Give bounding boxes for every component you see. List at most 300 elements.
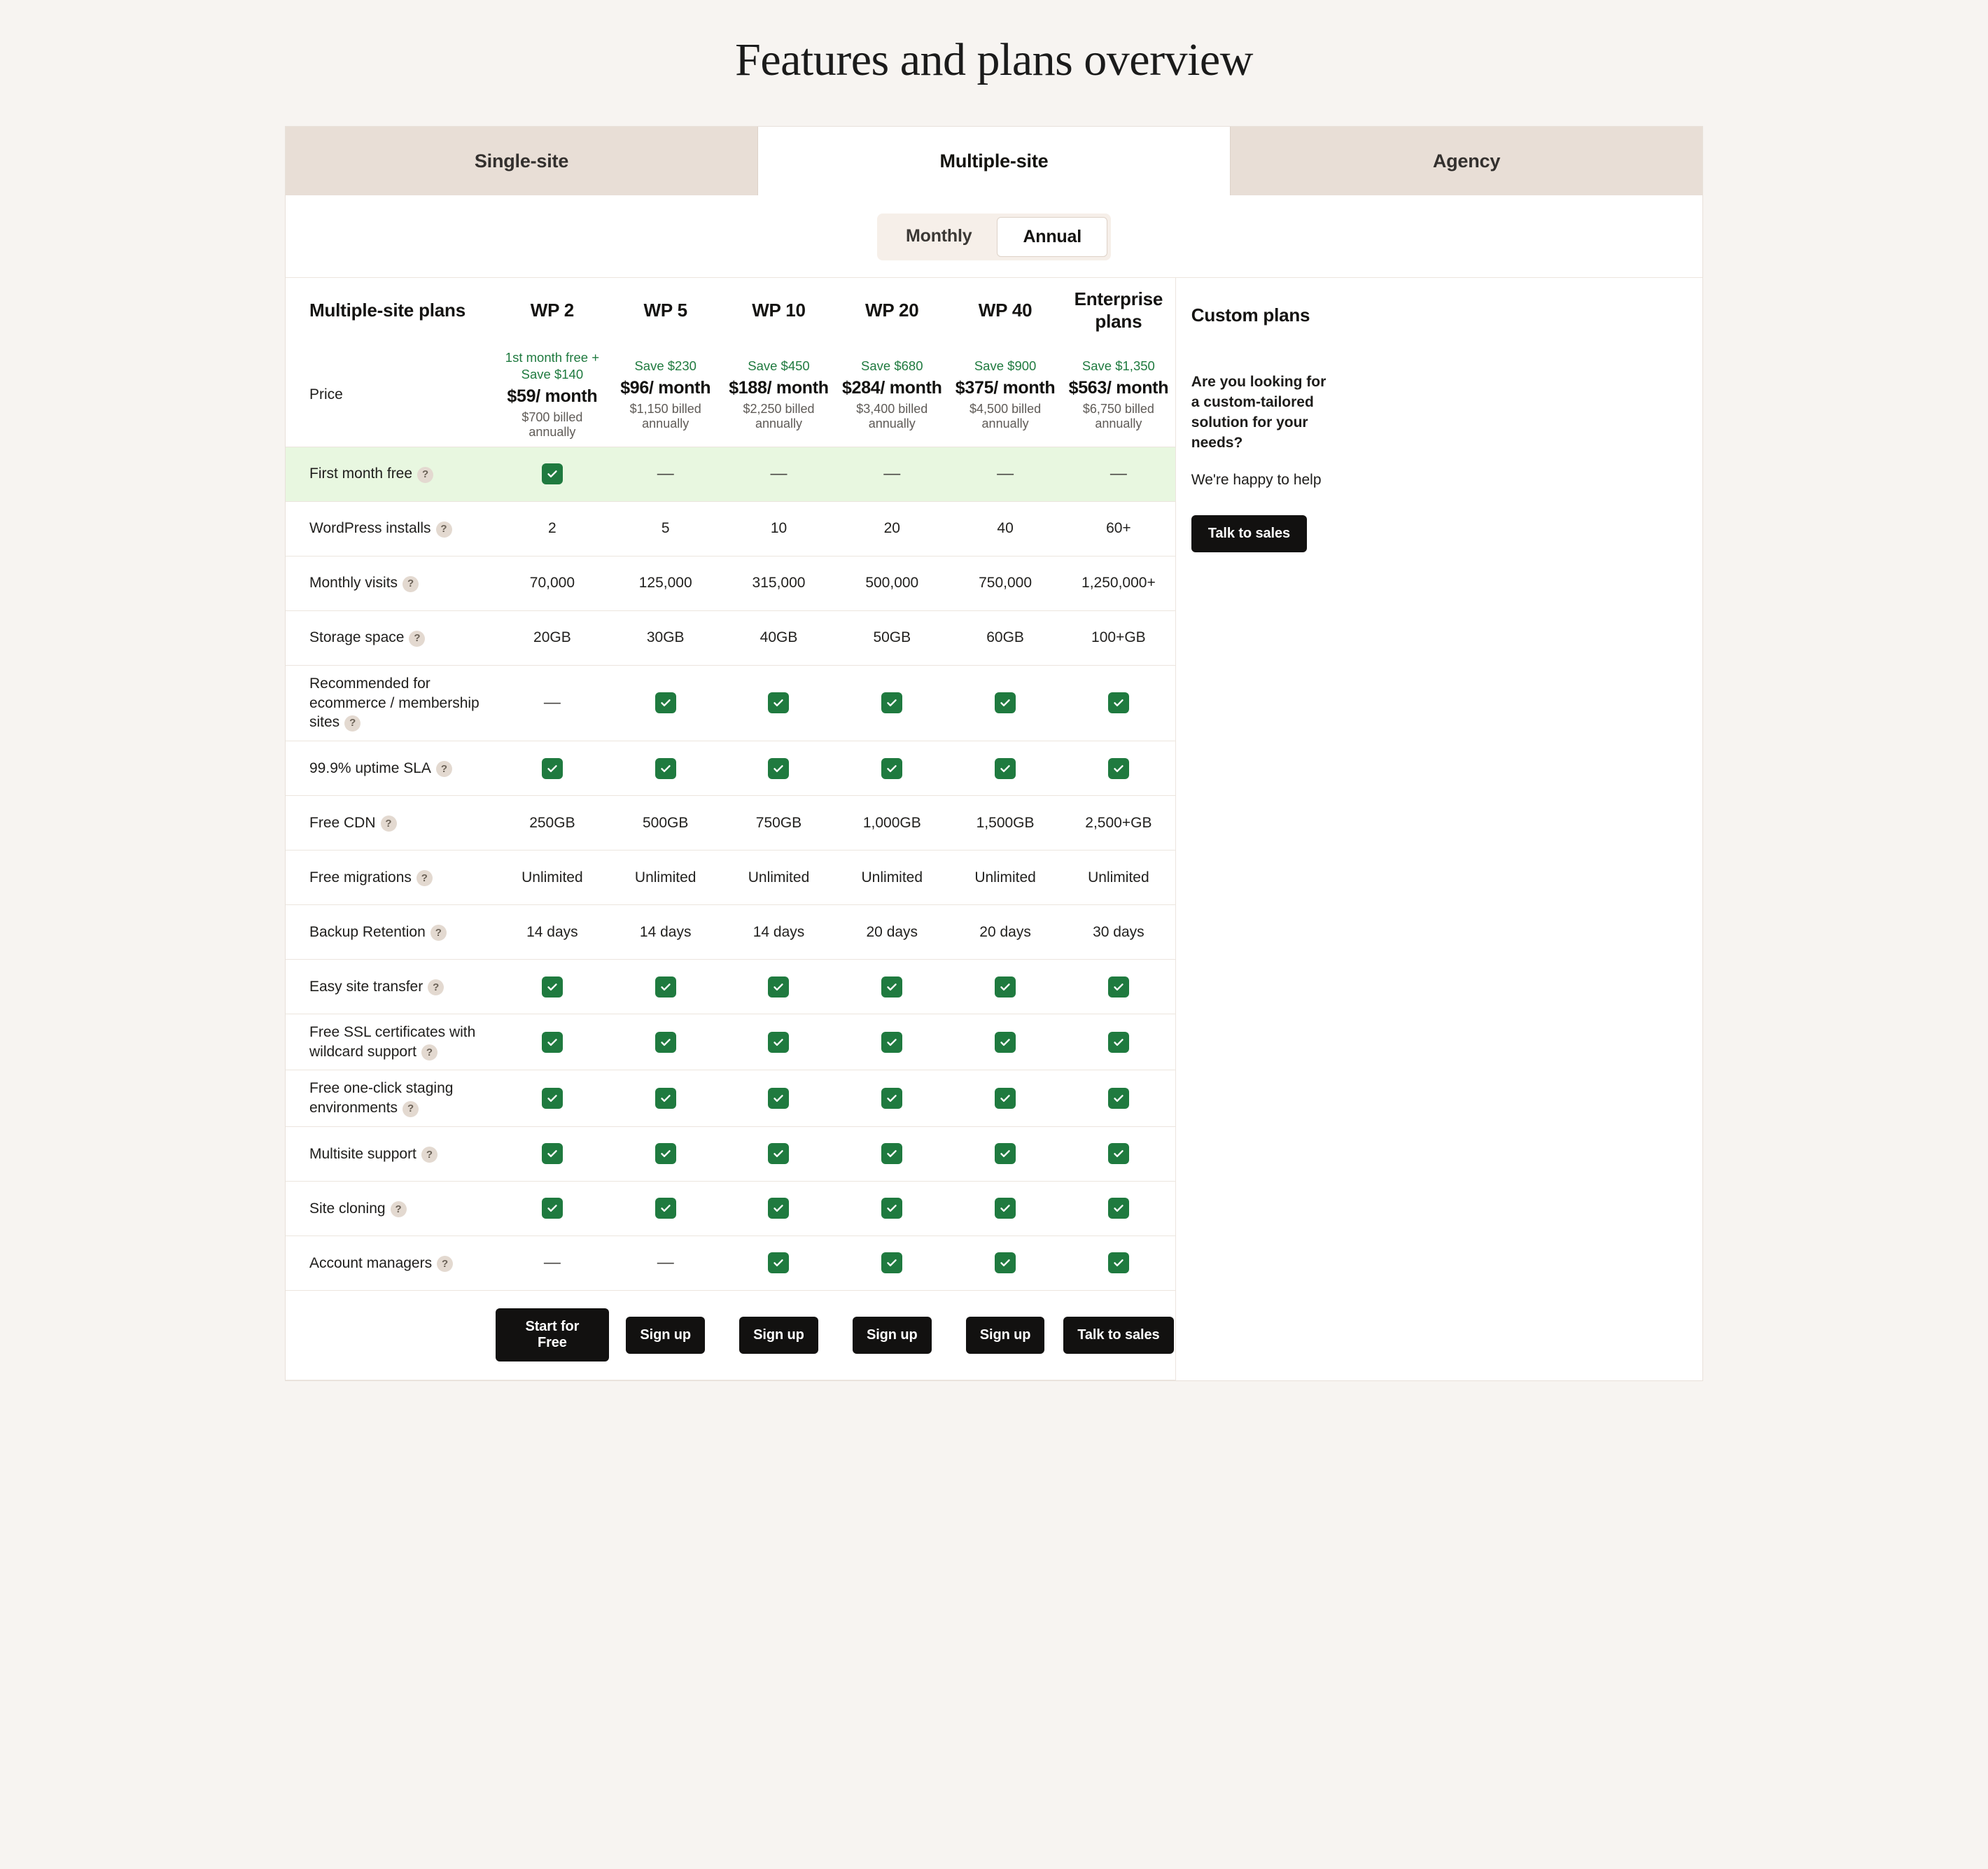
cell-free-migrations-wp-5 — [609, 861, 722, 895]
table-row — [286, 611, 1175, 666]
cell-site-cloning-wp-5 — [609, 1189, 722, 1227]
cell-recommended-for-ecommerce-membership-sites-wp-40 — [948, 684, 1062, 722]
price-cell-wp10 — [722, 351, 836, 438]
price-save-wp10: Save $450 — [748, 358, 810, 374]
price-billed-enterprise: $6,750 billed annually — [1082, 401, 1154, 430]
cell-easy-site-transfer-wp-40 — [948, 968, 1062, 1006]
price-billed-wp40: $4,500 billed annually — [969, 401, 1042, 430]
cell-value: Unlimited — [522, 869, 583, 886]
info-icon[interactable]: ? — [436, 522, 452, 538]
row-label-first-month-free — [286, 456, 496, 492]
cell-first-month-free-wp-2 — [496, 455, 609, 493]
cell-value: 60GB — [986, 629, 1024, 646]
cell-storage-space-wp-10 — [722, 621, 836, 654]
cell-value: 500GB — [643, 814, 689, 831]
cell-99-9-uptime-sla-wp-10 — [722, 750, 836, 788]
cta-row — [286, 1291, 1175, 1380]
cell-value: 60+ — [1106, 520, 1131, 537]
cell-free-cdn-wp-2 — [496, 806, 609, 840]
plan-column-wp10: WP 10 — [752, 299, 806, 321]
row-label-text: Backup Retention — [309, 923, 426, 940]
cell-value: 5 — [661, 520, 670, 537]
row-label-text: Monthly visits — [309, 575, 398, 592]
check-icon — [881, 1252, 902, 1273]
row-label-text: Site cloning — [309, 1200, 386, 1217]
billing-option-monthly[interactable]: Monthly — [906, 226, 972, 246]
check-icon — [1108, 1252, 1129, 1273]
check-icon — [768, 976, 789, 997]
cell-first-month-free-wp-5 — [609, 457, 722, 491]
check-icon — [655, 692, 676, 713]
billing-period-row — [286, 195, 1702, 277]
cell-multisite-support-enterprise-plans — [1062, 1135, 1175, 1172]
info-icon[interactable]: ? — [437, 1256, 453, 1272]
plan-column-wp40: WP 40 — [978, 299, 1032, 321]
cell-multisite-support-wp-5 — [609, 1135, 722, 1172]
cell-multisite-support-wp-10 — [722, 1135, 836, 1172]
check-icon — [768, 1032, 789, 1053]
cell-free-one-click-staging-environments-wp-5 — [609, 1079, 722, 1117]
check-icon — [1108, 976, 1129, 997]
row-label-text: First month free — [309, 465, 413, 482]
row-label-text: Free SSL certificates with wildcard support — [309, 1024, 476, 1060]
cell-free-ssl-certificates-with-wildcard-support-wp-2 — [496, 1023, 609, 1061]
cell-value: 40 — [997, 520, 1014, 537]
check-icon — [768, 1143, 789, 1164]
check-icon — [1108, 758, 1129, 779]
cell-site-cloning-wp-20 — [835, 1189, 948, 1227]
cell-recommended-for-ecommerce-membership-sites-enterprise-plans — [1062, 684, 1175, 722]
cta-button-wp40[interactable]: Sign up — [966, 1317, 1045, 1354]
price-amount-enterprise: $563/ month — [1068, 378, 1169, 398]
cell-account-managers-wp-20 — [835, 1244, 948, 1282]
info-icon[interactable]: ? — [381, 816, 397, 832]
cell-easy-site-transfer-wp-20 — [835, 968, 948, 1006]
price-save-wp5: Save $230 — [634, 358, 696, 374]
cell-value: Unlimited — [1088, 869, 1149, 886]
check-icon — [768, 1088, 789, 1109]
cell-wordpress-installs-enterprise-plans — [1062, 512, 1175, 545]
cell-value: 2,500+GB — [1085, 814, 1152, 831]
check-icon — [542, 976, 563, 997]
check-icon — [542, 1032, 563, 1053]
cell-free-one-click-staging-environments-wp-2 — [496, 1079, 609, 1117]
cell-easy-site-transfer-wp-5 — [609, 968, 722, 1006]
row-label-multisite-support — [286, 1136, 496, 1172]
row-label-text: Free one-click staging environments — [309, 1080, 454, 1116]
row-label-text: Free CDN — [309, 814, 376, 831]
billing-option-annual[interactable]: Annual — [997, 217, 1107, 257]
check-icon — [655, 976, 676, 997]
check-icon — [655, 1143, 676, 1164]
cell-free-migrations-wp-20 — [835, 861, 948, 895]
info-icon[interactable]: ? — [436, 761, 452, 777]
info-icon[interactable]: ? — [421, 1044, 438, 1060]
cta-button-wp2[interactable]: Start for Free — [496, 1308, 609, 1362]
price-billed-wp10: $2,250 billed annually — [743, 401, 815, 430]
row-label-backup-retention — [286, 914, 496, 951]
dash-icon: — — [657, 463, 674, 483]
cell-99-9-uptime-sla-wp-40 — [948, 750, 1062, 788]
check-icon — [655, 1088, 676, 1109]
price-amount-wp40: $375/ month — [955, 378, 1056, 398]
cell-site-cloning-wp-40 — [948, 1189, 1062, 1227]
table-row — [286, 502, 1175, 556]
custom-plans-talk-to-sales-button[interactable]: Talk to sales — [1191, 515, 1307, 552]
price-cell-wp2 — [496, 342, 609, 447]
cell-value: Unlimited — [861, 869, 923, 886]
cell-value: 70,000 — [529, 575, 575, 592]
row-label-text: WordPress installs — [309, 520, 431, 537]
cta-button-wp20[interactable]: Sign up — [853, 1317, 932, 1354]
cell-value: 14 days — [639, 923, 692, 940]
check-icon — [881, 692, 902, 713]
cell-free-cdn-wp-20 — [835, 806, 948, 840]
cell-value: Unlimited — [974, 869, 1036, 886]
row-label-text: Easy site transfer — [309, 978, 424, 995]
row-label-recommended-for-ecommerce-membership-sites — [286, 666, 496, 741]
cell-free-one-click-staging-environments-enterprise-plans — [1062, 1079, 1175, 1117]
info-icon[interactable]: ? — [402, 1101, 419, 1117]
row-label-text: Free migrations — [309, 869, 412, 886]
cell-first-month-free-wp-40 — [948, 457, 1062, 491]
check-icon — [995, 976, 1016, 997]
check-icon — [655, 1198, 676, 1219]
check-icon — [1108, 1143, 1129, 1164]
check-icon — [881, 1032, 902, 1053]
cell-recommended-for-ecommerce-membership-sites-wp-5 — [609, 684, 722, 722]
cell-free-ssl-certificates-with-wildcard-support-wp-5 — [609, 1023, 722, 1061]
cell-backup-retention-wp-2 — [496, 916, 609, 949]
cell-storage-space-enterprise-plans — [1062, 621, 1175, 654]
row-label-free-one-click-staging-environments — [286, 1070, 496, 1126]
info-icon[interactable]: ? — [409, 631, 425, 647]
price-cell-wp40 — [948, 351, 1062, 438]
cell-first-month-free-wp-20 — [835, 457, 948, 491]
cell-99-9-uptime-sla-enterprise-plans — [1062, 750, 1175, 788]
check-icon — [881, 758, 902, 779]
cell-value: 750GB — [755, 814, 802, 831]
cta-cell-wp20 — [835, 1317, 948, 1354]
cell-free-migrations-wp-2 — [496, 861, 609, 895]
row-label-text: Recommended for ecommerce / membership sites — [309, 675, 479, 731]
cta-cell-wp10 — [722, 1317, 836, 1354]
cell-wordpress-installs-wp-20 — [835, 512, 948, 545]
feature-rows — [286, 447, 1175, 1291]
check-icon — [1108, 1198, 1129, 1219]
cell-account-managers-enterprise-plans — [1062, 1244, 1175, 1282]
check-icon — [881, 1143, 902, 1164]
price-cell-wp20 — [835, 351, 948, 438]
price-save-wp40: Save $900 — [974, 358, 1037, 374]
cell-recommended-for-ecommerce-membership-sites-wp-2 — [496, 686, 609, 720]
price-save-wp2: 1st month free + Save $140 — [505, 350, 599, 382]
cell-monthly-visits-wp-5 — [609, 566, 722, 600]
table-row — [286, 905, 1175, 960]
info-icon[interactable]: ? — [421, 1147, 438, 1163]
cell-value: 10 — [770, 520, 788, 537]
cell-backup-retention-wp-40 — [948, 916, 1062, 949]
check-icon — [542, 758, 563, 779]
row-label-text: Multisite support — [309, 1145, 416, 1162]
pricing-panel — [285, 126, 1703, 1381]
cell-storage-space-wp-5 — [609, 621, 722, 654]
cell-account-managers-wp-10 — [722, 1244, 836, 1282]
row-label-site-cloning — [286, 1191, 496, 1227]
cta-cell-wp5 — [609, 1317, 722, 1354]
check-icon — [542, 1143, 563, 1164]
cta-cell-enterprise — [1062, 1317, 1175, 1354]
cell-account-managers-wp-40 — [948, 1244, 1062, 1282]
cell-easy-site-transfer-wp-2 — [496, 968, 609, 1006]
cell-value: 20GB — [533, 629, 571, 646]
dash-icon: — — [657, 1252, 674, 1272]
price-amount-wp10: $188/ month — [729, 378, 829, 398]
table-row — [286, 666, 1175, 741]
cell-value: 30 days — [1093, 923, 1144, 940]
cell-value: Unlimited — [634, 869, 696, 886]
row-label-price: Price — [309, 386, 343, 402]
cell-monthly-visits-wp-40 — [948, 566, 1062, 600]
cta-cell-wp40 — [948, 1317, 1062, 1354]
check-icon — [995, 1143, 1016, 1164]
custom-plans-panel — [1175, 277, 1702, 1380]
cell-free-ssl-certificates-with-wildcard-support-wp-40 — [948, 1023, 1062, 1061]
cell-value: 20 days — [866, 923, 918, 940]
price-save-enterprise: Save $1,350 — [1082, 358, 1155, 374]
cta-button-wp5[interactable]: Sign up — [626, 1317, 705, 1354]
cell-value: 100+GB — [1091, 629, 1146, 646]
custom-plans-title: Custom plans — [1191, 304, 1310, 326]
cell-backup-retention-enterprise-plans — [1062, 916, 1175, 949]
row-label-text: 99.9% uptime SLA — [309, 760, 431, 776]
cta-cell-wp2 — [496, 1308, 609, 1362]
table-row — [286, 1070, 1175, 1126]
cell-99-9-uptime-sla-wp-5 — [609, 750, 722, 788]
table-row-price — [286, 342, 1175, 447]
cell-first-month-free-enterprise-plans — [1062, 457, 1175, 491]
check-icon — [542, 463, 563, 484]
tab-single-site[interactable]: Single-site — [286, 127, 758, 195]
check-icon — [1108, 1088, 1129, 1109]
cell-value: 20 — [883, 520, 900, 537]
plan-column-enterprise: Enterprise plans — [1074, 288, 1163, 332]
dash-icon: — — [997, 463, 1014, 483]
table-row — [286, 850, 1175, 905]
cell-wordpress-installs-wp-5 — [609, 512, 722, 545]
dash-icon: — — [543, 692, 561, 712]
cell-easy-site-transfer-wp-10 — [722, 968, 836, 1006]
price-billed-wp5: $1,150 billed annually — [629, 401, 701, 430]
row-label-99-9-uptime-sla — [286, 750, 496, 787]
cell-storage-space-wp-2 — [496, 621, 609, 654]
plan-type-tabs — [286, 127, 1702, 195]
row-label-account-managers — [286, 1245, 496, 1282]
cell-monthly-visits-wp-20 — [835, 566, 948, 600]
cell-value: 1,000GB — [862, 814, 921, 831]
cell-monthly-visits-wp-10 — [722, 566, 836, 600]
table-row — [286, 1236, 1175, 1291]
custom-plans-question: Are you looking for a custom-tailored solution for your needs? — [1191, 374, 1326, 451]
row-label-wordpress-installs — [286, 510, 496, 547]
cell-value: 30GB — [646, 629, 685, 646]
row-label-free-ssl-certificates-with-wildcard-support — [286, 1014, 496, 1070]
cell-wordpress-installs-wp-10 — [722, 512, 836, 545]
tab-multiple-site[interactable]: Multiple-site — [758, 127, 1231, 195]
cell-multisite-support-wp-2 — [496, 1135, 609, 1172]
table-row — [286, 741, 1175, 796]
cell-value: 20 days — [979, 923, 1031, 940]
table-row-label-header: Multiple-site plans — [309, 299, 466, 321]
custom-plans-subtext: We're happy to help — [1191, 471, 1322, 488]
cell-wordpress-installs-wp-2 — [496, 512, 609, 545]
info-icon[interactable]: ? — [430, 925, 447, 941]
cell-value: 14 days — [526, 923, 578, 940]
check-icon — [881, 1198, 902, 1219]
cell-site-cloning-enterprise-plans — [1062, 1189, 1175, 1227]
cell-multisite-support-wp-20 — [835, 1135, 948, 1172]
info-icon[interactable]: ? — [428, 979, 444, 995]
price-billed-wp2: $700 billed annually — [522, 410, 583, 439]
table-row — [286, 556, 1175, 611]
price-billed-wp20: $3,400 billed annually — [856, 401, 928, 430]
cell-value: 50GB — [873, 629, 911, 646]
check-icon — [768, 1252, 789, 1273]
cell-free-migrations-wp-40 — [948, 861, 1062, 895]
row-label-monthly-visits — [286, 565, 496, 601]
info-icon[interactable]: ? — [417, 467, 433, 483]
cell-backup-retention-wp-10 — [722, 916, 836, 949]
info-icon[interactable]: ? — [416, 870, 433, 886]
page-title: Features and plans overview — [735, 34, 1253, 85]
check-icon — [655, 1032, 676, 1053]
cell-account-managers-wp-5 — [609, 1246, 722, 1280]
dash-icon: — — [1110, 463, 1127, 483]
check-icon — [995, 1088, 1016, 1109]
info-icon[interactable]: ? — [391, 1201, 407, 1217]
check-icon — [542, 1088, 563, 1109]
cell-free-cdn-enterprise-plans — [1062, 806, 1175, 840]
table-row — [286, 960, 1175, 1014]
cell-backup-retention-wp-20 — [835, 916, 948, 949]
info-icon[interactable]: ? — [402, 576, 419, 592]
info-icon[interactable]: ? — [344, 715, 360, 732]
cell-free-migrations-wp-10 — [722, 861, 836, 895]
cell-value: 315,000 — [752, 575, 806, 592]
cell-free-cdn-wp-5 — [609, 806, 722, 840]
cell-free-one-click-staging-environments-wp-10 — [722, 1079, 836, 1117]
cell-99-9-uptime-sla-wp-20 — [835, 750, 948, 788]
cell-first-month-free-wp-10 — [722, 457, 836, 491]
cell-multisite-support-wp-40 — [948, 1135, 1062, 1172]
dash-icon: — — [543, 1252, 561, 1272]
cell-value: 1,500GB — [976, 814, 1035, 831]
check-icon — [542, 1198, 563, 1219]
cell-storage-space-wp-40 — [948, 621, 1062, 654]
check-icon — [655, 758, 676, 779]
table-row — [286, 447, 1175, 502]
cell-value: Unlimited — [748, 869, 810, 886]
row-label-easy-site-transfer — [286, 969, 496, 1005]
cell-free-ssl-certificates-with-wildcard-support-wp-20 — [835, 1023, 948, 1061]
cell-site-cloning-wp-10 — [722, 1189, 836, 1227]
plan-column-wp2: WP 2 — [530, 299, 575, 321]
cell-monthly-visits-wp-2 — [496, 566, 609, 600]
cell-value: 125,000 — [638, 575, 692, 592]
cell-easy-site-transfer-enterprise-plans — [1062, 968, 1175, 1006]
cell-value: 2 — [548, 520, 556, 537]
price-amount-wp5: $96/ month — [620, 378, 711, 398]
cell-free-one-click-staging-environments-wp-20 — [835, 1079, 948, 1117]
tab-agency[interactable]: Agency — [1231, 127, 1702, 195]
row-label-free-migrations — [286, 860, 496, 896]
dash-icon: — — [770, 463, 788, 483]
price-cell-wp5 — [609, 351, 722, 438]
check-icon — [1108, 692, 1129, 713]
check-icon — [995, 1198, 1016, 1219]
plan-column-wp20: WP 20 — [865, 299, 919, 321]
check-icon — [881, 1088, 902, 1109]
cell-site-cloning-wp-2 — [496, 1189, 609, 1227]
check-icon — [881, 976, 902, 997]
row-label-text: Account managers — [309, 1254, 433, 1271]
cell-storage-space-wp-20 — [835, 621, 948, 654]
cell-value: 1,250,000+ — [1082, 575, 1156, 592]
cell-free-migrations-enterprise-plans — [1062, 861, 1175, 895]
price-amount-wp20: $284/ month — [842, 378, 942, 398]
row-label-text: Storage space — [309, 629, 405, 646]
table-header-row — [286, 278, 1175, 342]
cell-free-ssl-certificates-with-wildcard-support-wp-10 — [722, 1023, 836, 1061]
row-label-storage-space — [286, 620, 496, 656]
cell-value: 250GB — [529, 814, 575, 831]
check-icon — [995, 1032, 1016, 1053]
check-icon — [768, 1198, 789, 1219]
cell-monthly-visits-enterprise-plans — [1062, 566, 1175, 600]
cell-value: 14 days — [752, 923, 805, 940]
price-save-wp20: Save $680 — [861, 358, 923, 374]
check-icon — [768, 758, 789, 779]
cell-99-9-uptime-sla-wp-2 — [496, 750, 609, 788]
dash-icon: — — [883, 463, 901, 483]
price-amount-wp2: $59/ month — [507, 386, 598, 407]
cell-account-managers-wp-2 — [496, 1246, 609, 1280]
table-row — [286, 1182, 1175, 1236]
billing-toggle — [877, 214, 1111, 260]
table-row — [286, 796, 1175, 850]
cell-value: 40GB — [760, 629, 798, 646]
cell-recommended-for-ecommerce-membership-sites-wp-20 — [835, 684, 948, 722]
cell-free-ssl-certificates-with-wildcard-support-enterprise-plans — [1062, 1023, 1175, 1061]
cell-free-one-click-staging-environments-wp-40 — [948, 1079, 1062, 1117]
cell-free-cdn-wp-10 — [722, 806, 836, 840]
plan-column-wp5: WP 5 — [643, 299, 687, 321]
cta-button-enterprise[interactable]: Talk to sales — [1063, 1317, 1173, 1354]
comparison-table — [286, 277, 1175, 1380]
cta-button-wp10[interactable]: Sign up — [739, 1317, 818, 1354]
check-icon — [995, 692, 1016, 713]
table-row — [286, 1127, 1175, 1182]
price-cell-enterprise — [1062, 351, 1175, 438]
table-row — [286, 1014, 1175, 1070]
cell-free-cdn-wp-40 — [948, 806, 1062, 840]
check-icon — [768, 692, 789, 713]
check-icon — [995, 1252, 1016, 1273]
check-icon — [995, 758, 1016, 779]
check-icon — [1108, 1032, 1129, 1053]
cell-recommended-for-ecommerce-membership-sites-wp-10 — [722, 684, 836, 722]
cell-value: 750,000 — [979, 575, 1032, 592]
